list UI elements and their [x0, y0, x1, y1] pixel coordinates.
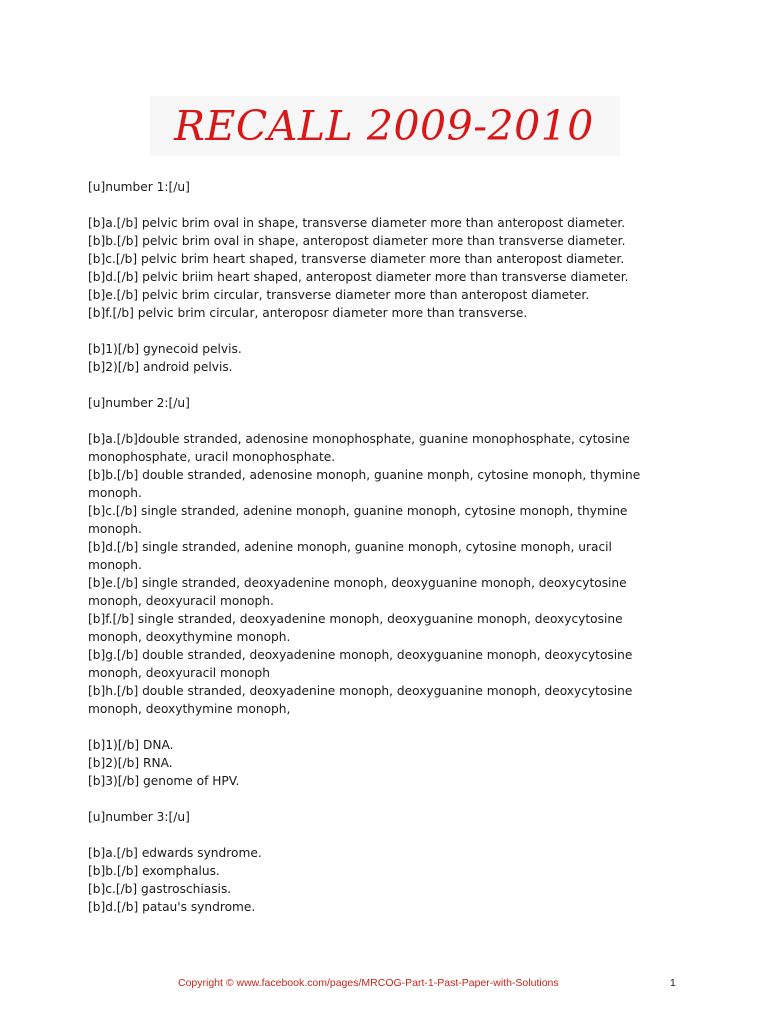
document-body [88, 178, 688, 916]
text-line: [b]f.[/b] pelvic brim circular, anteroposr diameter more than transverse. [88, 306, 528, 320]
page-number: 1 [670, 977, 676, 989]
text-line: [b]e.[/b] pelvic brim circular, transverse diameter more than anteropost diameter. [88, 288, 590, 302]
text-line: monoph, deoxythymine monoph, [88, 702, 291, 716]
text-line: [u]number 2:[/u] [88, 396, 190, 410]
text-line: [b]e.[/b] single stranded, deoxyadenine monoph, deoxyguanine monoph, deoxycytosine [88, 576, 627, 590]
text-line: [b]b.[/b] pelvic brim oval in shape, anteropost diameter more than transverse diameter. [88, 234, 626, 248]
text-line: [b]c.[/b] gastroschiasis. [88, 882, 232, 896]
page-footer [0, 977, 768, 991]
text-line: [b]c.[/b] single stranded, adenine monoph, guanine monoph, cytosine monoph, thymine [88, 504, 628, 518]
text-line: [b]b.[/b] exomphalus. [88, 864, 220, 878]
blank-line [88, 196, 688, 214]
text-line: [b]2)[/b] RNA. [88, 756, 173, 770]
text-line: [b]2)[/b] android pelvis. [88, 360, 233, 374]
footer-copyright: Copyright © www.facebook.com/pages/MRCOG-Part-1-Past-Paper-with-Solutions [178, 977, 559, 989]
text-line: monoph, deoxyuracil monoph [88, 666, 270, 680]
text-line: [b]c.[/b] pelvic brim heart shaped, transverse diameter more than anteropost diameter. [88, 252, 625, 266]
blank-line [88, 718, 688, 736]
text-line: [b]a.[/b] edwards syndrome. [88, 846, 262, 860]
blank-line [88, 790, 688, 808]
blank-line [88, 412, 688, 430]
text-line: monoph. [88, 522, 142, 536]
text-line: monoph. [88, 486, 142, 500]
blank-line [88, 826, 688, 844]
text-line: [b]a.[/b]double stranded, adenosine monophosphate, guanine monophosphate, cytosine [88, 432, 630, 446]
text-line: monoph, deoxyuracil monoph. [88, 594, 274, 608]
text-line: [b]a.[/b] pelvic brim oval in shape, transverse diameter more than anteropost diameter. [88, 216, 626, 230]
text-line: [b]f.[/b] single stranded, deoxyadenine monoph, deoxyguanine monoph, deoxycytosine [88, 612, 623, 626]
text-line: [b]h.[/b] double stranded, deoxyadenine monoph, deoxyguanine monoph, deoxycytosine [88, 684, 633, 698]
text-line: monoph, deoxythymine monoph. [88, 630, 291, 644]
text-line: [b]3)[/b] genome of HPV. [88, 774, 240, 788]
text-line: [b]1)[/b] gynecoid pelvis. [88, 342, 242, 356]
text-line: [b]b.[/b] double stranded, adenosine monoph, guanine monph, cytosine monoph, thymine [88, 468, 641, 482]
text-line: monoph. [88, 558, 142, 572]
text-line: [b]1)[/b] DNA. [88, 738, 174, 752]
text-line: [u]number 3:[/u] [88, 810, 190, 824]
text-line: [b]d.[/b] single stranded, adenine monoph, guanine monoph, cytosine monoph, uracil [88, 540, 612, 554]
text-line: [b]d.[/b] pelvic briim heart shaped, anteropost diameter more than transverse diameter. [88, 270, 629, 284]
page-title: RECALL 2009-2010 [174, 102, 594, 150]
text-line: monophosphate, uracil monophosphate. [88, 450, 336, 464]
text-line: [b]g.[/b] double stranded, deoxyadenine monoph, deoxyguanine monoph, deoxycytosine [88, 648, 633, 662]
blank-line [88, 322, 688, 340]
blank-line [88, 376, 688, 394]
text-line: [u]number 1:[/u] [88, 180, 190, 194]
text-line: [b]d.[/b] patau's syndrome. [88, 900, 256, 914]
